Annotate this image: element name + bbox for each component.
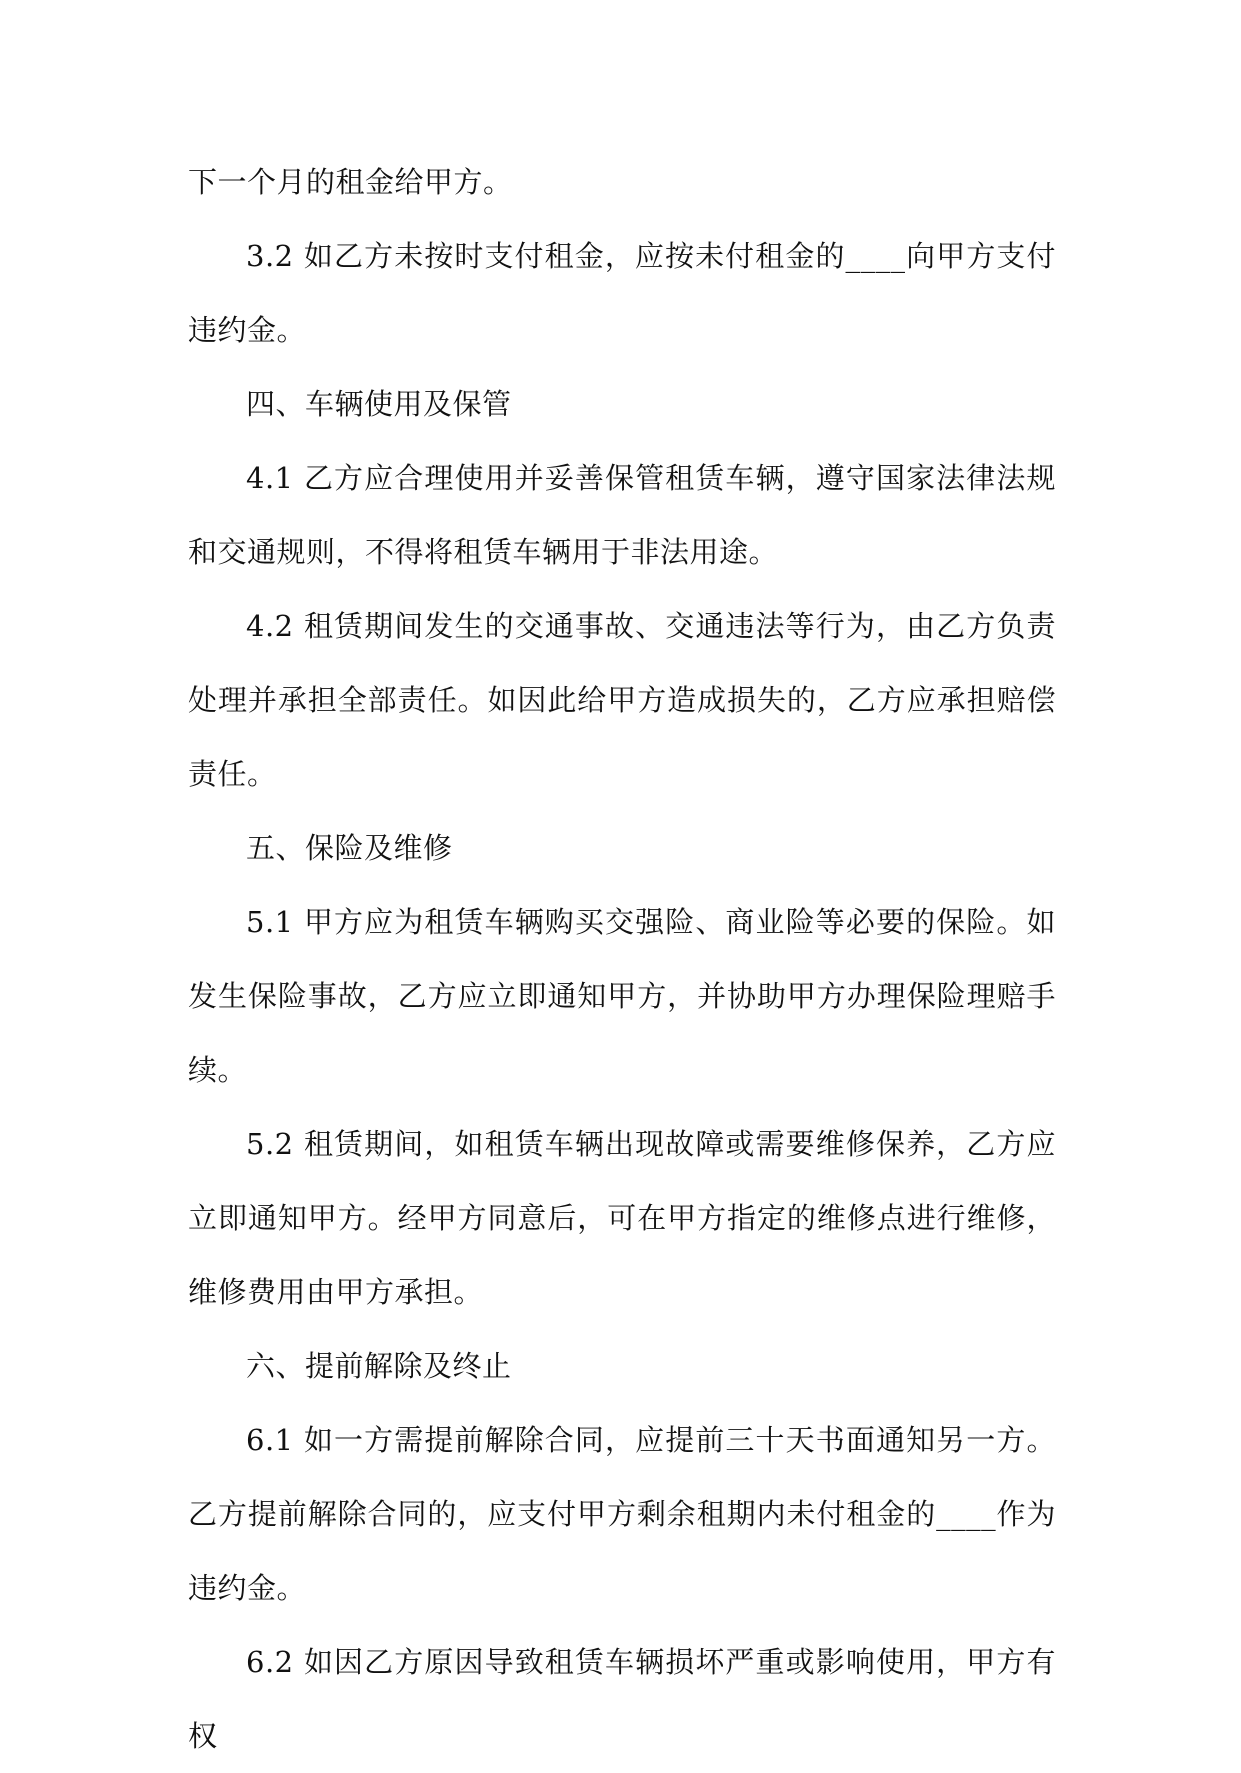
clause-5-1: 5.1 甲方应为租赁车辆购买交强险、商业险等必要的保险。如发生保险事故，乙方应立即通知甲方，并协助甲方办理保险理赔手续。 [188, 905, 1056, 1087]
clause-3-2: 3.2 如乙方未按时支付租金，应按未付租金的____向甲方支付违约金。 [188, 239, 1056, 347]
document-body [188, 145, 1056, 1773]
clause-6-2: 6.2 如因乙方原因导致租赁车辆损坏严重或影响使用，甲方有权 [188, 1645, 1056, 1753]
clause-5-2: 5.2 租赁期间，如租赁车辆出现故障或需要维修保养，乙方应立即通知甲方。经甲方同意后，可在甲方指定的维修点进行维修，维修费用由甲方承担。 [188, 1127, 1056, 1309]
clause-4-1: 4.1 乙方应合理使用并妥善保管租赁车辆，遵守国家法律法规和交通规则，不得将租赁车辆用于非法用途。 [188, 461, 1056, 569]
clause-6-1: 6.1 如一方需提前解除合同，应提前三十天书面通知另一方。乙方提前解除合同的，应支付甲方剩余租期内未付租金的____作为违约金。 [188, 1423, 1056, 1605]
section-heading-4: 四、车辆使用及保管 [246, 387, 512, 421]
clause-4-2: 4.2 租赁期间发生的交通事故、交通违法等行为，由乙方负责处理并承担全部责任。如因此给甲方造成损失的，乙方应承担赔偿责任。 [188, 609, 1056, 791]
paragraph-continuation: 下一个月的租金给甲方。 [188, 165, 513, 199]
section-heading-6: 六、提前解除及终止 [246, 1349, 512, 1383]
section-heading-5: 五、保险及维修 [246, 831, 453, 865]
